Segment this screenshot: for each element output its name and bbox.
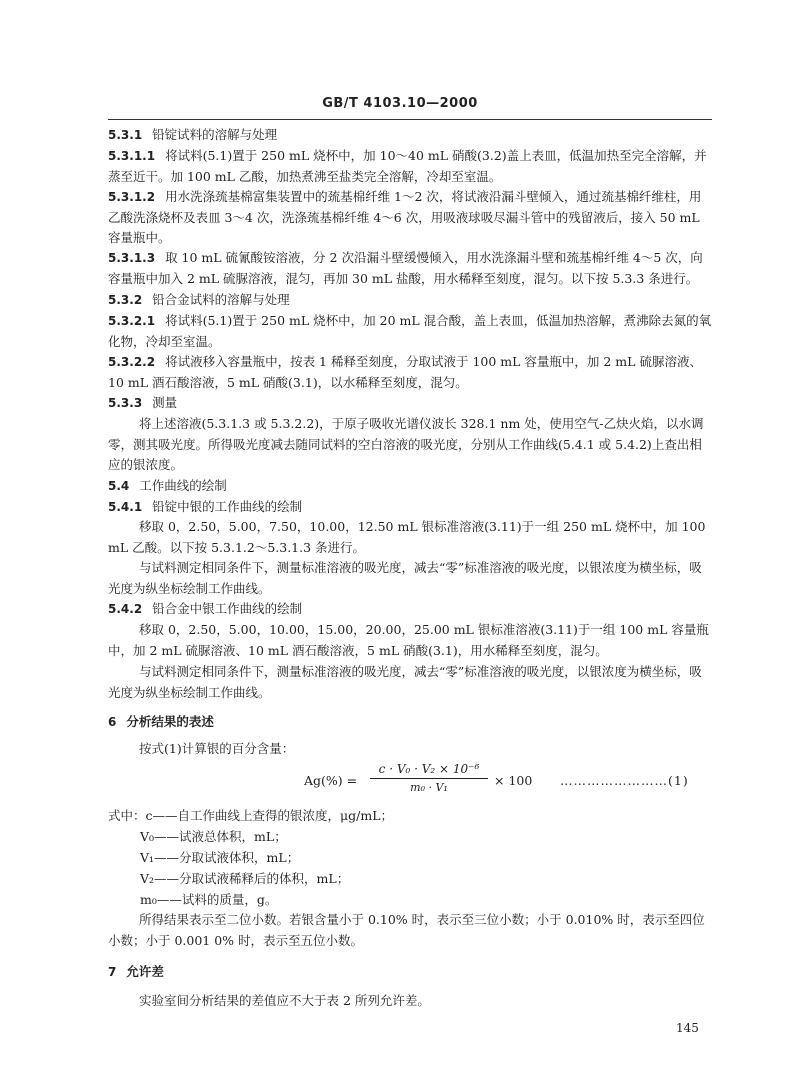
standard-header: GB/T 4103.10—2000 <box>322 96 478 111</box>
heading-6: 6 分析结果的表述 <box>108 714 214 729</box>
definition-m0: m₀——试料的质量，g。 <box>140 892 278 907</box>
heading-5-3-1: 5.3.1 铅锭试料的溶解与处理 <box>108 127 278 142</box>
clause-5-4-1-text2: 与试料测定相同条件下，测量标准溶液的吸光度，减去“零”标准溶液的吸光度，以银浓度为横坐标，吸光度为纵坐标绘制工作曲线。 <box>108 560 702 596</box>
clause-5-3-2-2: 5.3.2.2 将试液移入容量瓶中，按表 1 稀释至刻度，分取试液于 100 mL 容量瓶中，加 2 mL 硫脲溶液、10 mL 酒石酸溶液，5 mL 硝酸(3.1)，以水稀释至刻度，混匀。 <box>108 354 702 390</box>
clause-5-3-1-1: 5.3.1.1 将试料(5.1)置于 250 mL 烧杯中，加 10～40 mL 硝酸(3.2)盖上表皿，低温加热至完全溶解，并蒸至近干。加 100 mL 乙酸，加热煮沸至盐类完全溶解，冷却至室温。 <box>108 148 707 184</box>
heading-5-3-2: 5.3.2 铅合金试料的溶解与处理 <box>108 292 290 307</box>
clause-7-text: 实验室间分析结果的差值应不大于表 2 所列允许差。 <box>139 993 430 1008</box>
definition-c: 式中：c——自工作曲线上查得的银浓度，μg/mL； <box>108 808 393 823</box>
definition-v1: V₁——分取试液体积，mL； <box>140 850 300 865</box>
rounding-note: 所得结果表示至二位小数。若银含量小于 0.10% 时，表示至三位小数；小于 0.010% 时，表示至四位小数；小于 0.001 0% 时，表示至五位小数。 <box>108 912 705 948</box>
formula-multiplier: × 100 <box>494 773 533 788</box>
heading-5-3-3: 5.3.3 测量 <box>108 395 178 410</box>
definition-v0: V₀——试液总体积，mL； <box>140 829 287 844</box>
heading-5-4-1: 5.4.1 铅锭中银的工作曲线的绘制 <box>108 499 303 514</box>
formula-denominator: m₀ · V₁ <box>410 781 448 794</box>
formula-1 <box>108 762 713 806</box>
clause-5-4-2-text2: 与试料测定相同条件下，测量标准溶液的吸光度，减去“零”标准溶液的吸光度，以银浓度为横坐标，吸光度为纵坐标绘制工作曲线。 <box>108 664 702 700</box>
clause-5-3-1-3: 5.3.1.3 取 10 mL 硫氰酸铵溶液，分 2 次沿漏斗壁缓慢倾入，用水洗涤漏斗壁和巯基棉纤维 4～5 次，向容量瓶中加入 2 mL 硫脲溶液，混匀，再加 30 mL 盐酸，用水稀释至刻度，混匀。以下按 5.3.3 条进行。 <box>108 250 703 286</box>
clause-5-4-2-text1: 移取 0，2.50，5.00，10.00，15.00，20.00，25.00 mL 银标准溶液(3.11)于一组 100 mL 容量瓶中，加 2 mL 硫脲溶液、10 mL 酒石酸溶液，5 mL 硝酸(3.1)，用水稀释至刻度，混匀。 <box>108 622 709 658</box>
heading-5-4-2: 5.4.2 铅合金中银工作曲线的绘制 <box>108 601 303 616</box>
page-number: 145 <box>676 1021 699 1035</box>
formula-numerator: c · V₀ · V₂ × 10⁻⁶ <box>370 762 488 779</box>
clause-5-3-3-text: 将上述溶液(5.3.1.3 或 5.3.2.2)，于原子吸收光谱仪波长 328.1 nm 处，使用空气-乙炔火焰，以水调零，测其吸光度。所得吸光度减去随同试料的空白溶液的吸光度，分别从工作曲线(5.4.1 或 5.4.2)上查出相应的银浓度。 <box>108 416 704 472</box>
formula-lhs: Ag(%) = <box>304 773 358 788</box>
formula-fraction <box>370 762 488 794</box>
heading-7: 7 允许差 <box>108 964 164 979</box>
clause-5-3-1-2: 5.3.1.2 用水洗涤巯基棉富集装置中的巯基棉纤维 1～2 次，将试液沿漏斗壁倾入，通过巯基棉纤维柱，用乙酸洗涤烧杯及表皿 3～4 次，洗涤巯基棉纤维 4～6 次，用吸液球吸尽漏斗管中的残留液后，接入 50 mL 容量瓶中。 <box>108 189 702 245</box>
header-rule <box>108 119 712 120</box>
clause-5-3-2-1: 5.3.2.1 将试料(5.1)置于 250 mL 烧杯中，加 20 mL 混合酸，盖上表皿，低温加热溶解，煮沸除去氮的氧化物，冷却至室温。 <box>108 313 712 349</box>
clause-5-4-1-text1: 移取 0，2.50，5.00，7.50，10.00，12.50 mL 银标准溶液(3.11)于一组 250 mL 烧杯中，加 100 mL 乙酸。以下按 5.3.1.2～5.3.1.3 条进行。 <box>108 519 706 555</box>
formula-label: ……………………(1) <box>560 773 689 788</box>
formula-intro: 按式(1)计算银的百分含量： <box>139 741 295 756</box>
heading-5-4: 5.4 工作曲线的绘制 <box>108 478 227 493</box>
definition-v2: V₂——分取试液稀释后的体积，mL； <box>140 871 350 886</box>
